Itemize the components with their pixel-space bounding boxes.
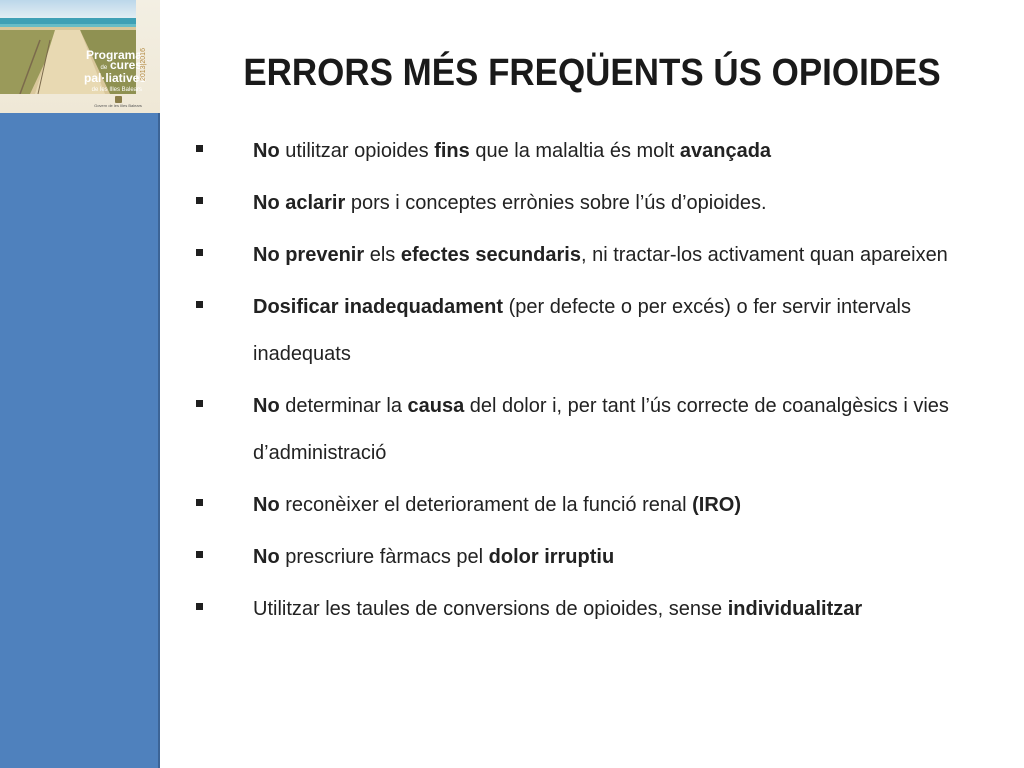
bullet-emphasis: (IRO): [692, 494, 742, 516]
square-bullet-icon: [196, 400, 203, 407]
slide-title: ERRORS MÉS FREQÜENTS ÚS OPIOIDES: [243, 52, 941, 94]
bullet-text: que la malaltia és molt: [469, 140, 680, 162]
logo-title-line3: de les Illes Balears: [91, 87, 142, 93]
logo-title-line1: Programa: [85, 48, 142, 62]
bullet-text: els: [364, 244, 401, 266]
bullet-item: [196, 180, 996, 227]
bullet-item: [196, 482, 996, 529]
coat-of-arms-icon: [115, 96, 122, 103]
government-logo: [88, 96, 148, 108]
bullet-emphasis: No: [253, 494, 280, 516]
logo-years: 2013|2016: [140, 48, 147, 82]
bullet-item: [196, 284, 996, 378]
bullet-list: [196, 128, 996, 638]
bullet-item: [196, 383, 996, 477]
square-bullet-icon: [196, 301, 203, 308]
bullet-emphasis: causa: [407, 395, 465, 417]
bullet-text: utilitzar opioides: [279, 140, 435, 162]
bullet-emphasis: No: [253, 140, 280, 162]
square-bullet-icon: [196, 551, 203, 558]
bullet-text: pors i conceptes errònies sobre l’ús d’opioides.: [345, 192, 767, 214]
bullet-text: determinar la: [279, 395, 408, 417]
bullet-emphasis: individualitzar: [727, 598, 863, 620]
bullet-emphasis: fins: [434, 140, 470, 162]
bullet-item: [196, 232, 996, 279]
bullet-item: [196, 586, 996, 633]
square-bullet-icon: [196, 249, 203, 256]
bullet-emphasis: No: [253, 395, 280, 417]
government-name: Govern de les Illes Balears: [94, 103, 142, 108]
sidebar-band: [0, 113, 160, 768]
bullet-item: [196, 534, 996, 581]
bullet-text: Utilitzar les taules de conversions de opioides, sense: [253, 598, 728, 620]
bullet-text: (per defecte o per excés) o fer servir intervals inadequats: [253, 296, 912, 365]
bullet-emphasis: efectes secundaris: [400, 244, 581, 266]
bullet-emphasis: No aclarir: [253, 192, 346, 214]
bullet-text: del dolor i, per tant l’ús correcte de coanalgèsics i vies d’administració: [253, 395, 949, 464]
bullet-text: , ni tractar-los activament quan apareixen: [580, 244, 948, 266]
bullet-text: reconèixer el deteriorament de la funció renal: [279, 494, 693, 516]
bullet-emphasis: No: [253, 546, 280, 568]
bullet-text: prescriure fàrmacs pel: [279, 546, 489, 568]
bullet-emphasis: dolor irruptiu: [488, 546, 615, 568]
bullet-item: [196, 128, 996, 175]
square-bullet-icon: [196, 499, 203, 506]
program-logo: [0, 0, 160, 114]
bullet-emphasis: Dosificar inadequadament: [253, 296, 504, 318]
square-bullet-icon: [196, 197, 203, 204]
logo-title-line2: cures pal·liatives: [84, 58, 147, 85]
bullet-emphasis: No prevenir: [253, 244, 365, 266]
square-bullet-icon: [196, 603, 203, 610]
bullet-emphasis: avançada: [679, 140, 772, 162]
square-bullet-icon: [196, 145, 203, 152]
logo-title-prefix: de: [100, 65, 108, 71]
